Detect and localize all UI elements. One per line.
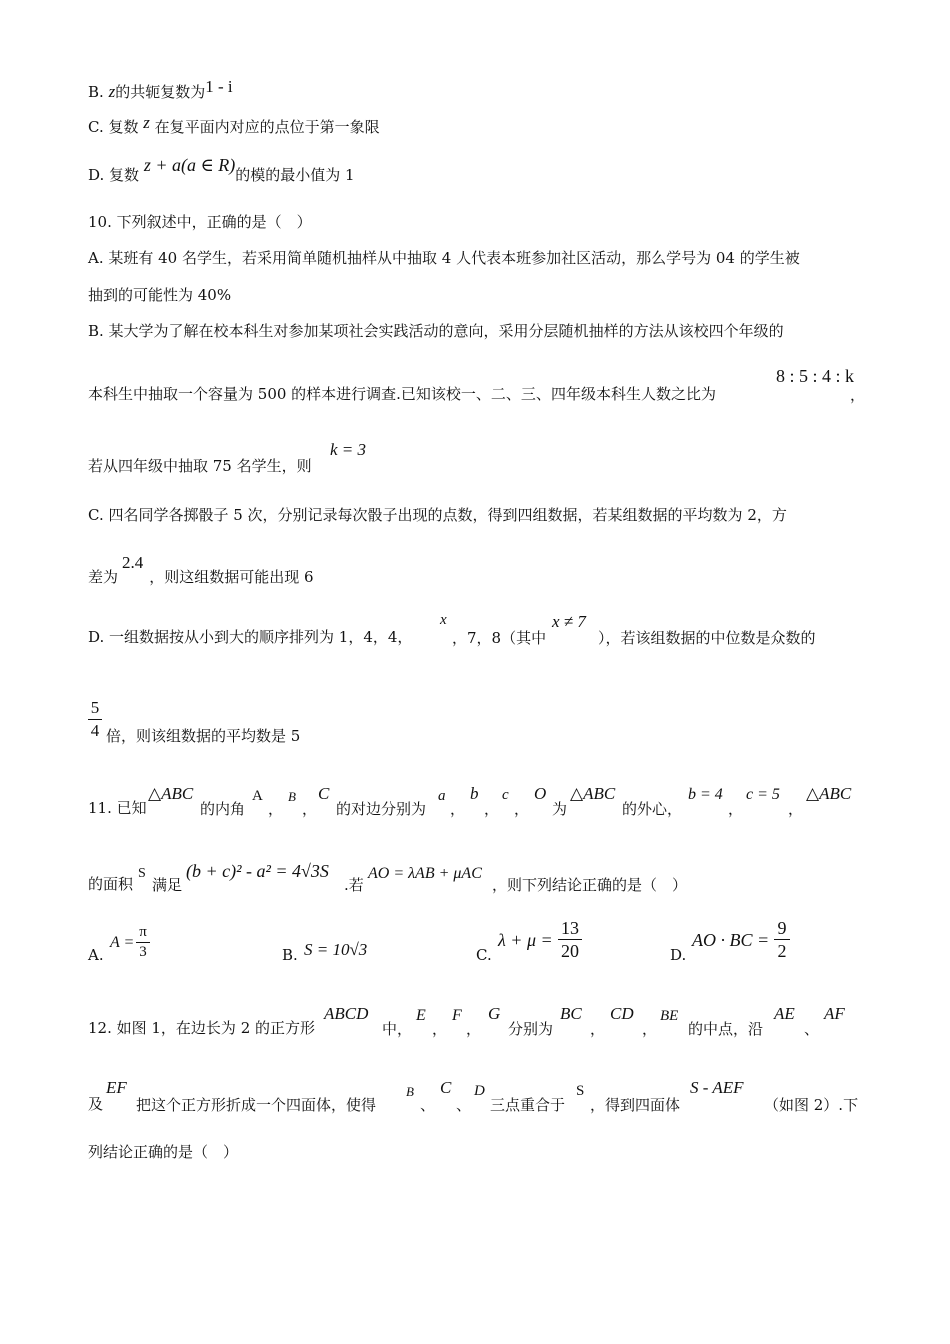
option-label: D. 复数: [88, 166, 140, 184]
fraction-bar: [774, 939, 790, 940]
q12-line3: 列结论正确的是（ ）: [88, 1143, 239, 1161]
q11-option-a-label: A.: [88, 946, 104, 964]
math-expression: z + a(a ∈ R): [143, 155, 236, 175]
fraction-denominator: 4: [90, 721, 100, 740]
math-condition: x ≠ 7: [552, 612, 586, 631]
fraction-numerator: 5: [90, 698, 100, 717]
math-b: b: [470, 784, 479, 803]
q12-text: 的中点，沿: [688, 1020, 764, 1038]
fraction-numerator: 9: [777, 918, 787, 938]
q9-option-d: [88, 155, 355, 185]
punctuation: ，: [514, 800, 530, 818]
math-angle-b: B: [288, 789, 296, 804]
option-label: B.: [88, 83, 104, 101]
option-text: D. 一组数据按从小到大的顺序排列为 1，4，4，: [88, 628, 413, 646]
punctuation: ，: [590, 1020, 606, 1038]
q11-text: 的对边分别为: [336, 800, 427, 818]
math-c-lhs: λ + μ =: [498, 930, 553, 950]
option-text: ），若该组数据的中位数是众数的: [598, 629, 816, 647]
math-z: z: [143, 113, 150, 132]
q12-stem-start: 12. 如图 1，在边长为 2 的正方形: [88, 1019, 316, 1037]
punctuation: ，: [466, 1020, 482, 1038]
punctuation: ，: [484, 800, 500, 818]
q11-text: 满足: [152, 876, 183, 894]
option-text: 的共轭复数为: [115, 83, 206, 101]
q10-option-c-line1: C. 四名同学各掷骰子 5 次，分别记录每次骰子出现的点数，得到四组数据，若某组数据的平均数为 2，方: [88, 506, 787, 524]
punctuation: ，: [788, 800, 804, 818]
q12-text: 中，: [382, 1020, 413, 1038]
q11-option-d-label: D.: [670, 946, 687, 964]
q10-option-d-line1: [88, 627, 412, 647]
q11-text: 的面积: [88, 875, 134, 893]
fraction-denominator: 2: [777, 941, 787, 961]
math-c: c: [502, 787, 509, 803]
math-a: a: [438, 788, 446, 804]
math-af: AF: [824, 1004, 845, 1023]
math-conjugate: 1 - i: [205, 77, 233, 96]
punctuation: 、: [456, 1096, 472, 1114]
math-o: O: [534, 784, 547, 803]
math-be: BE: [660, 1008, 679, 1024]
fraction-denominator: 20: [561, 941, 579, 961]
math-ratio: 8 : 5 : 4 : k: [776, 366, 855, 386]
fraction-denominator: 3: [139, 944, 147, 960]
option-label: C. 复数: [88, 118, 139, 136]
math-cd: CD: [610, 1004, 634, 1023]
math-area-condition: (b + c)² - a² = 4√3S: [186, 861, 329, 881]
punctuation: ，: [450, 800, 466, 818]
math-triangle: △ABC: [148, 784, 194, 803]
q11-text: ，则下列结论正确的是（ ）: [492, 876, 688, 894]
q10-option-a-line1: A. 某班有 40 名学生，若采用简单随机抽样从中抽取 4 人代表本班参加社区活动，那么学号为 04 的学生被: [88, 249, 800, 267]
option-text: 本科生中抽取一个容量为 500 的样本进行调查.已知该校一、二、三、四年级本科生人数之比为: [88, 385, 716, 403]
q9-option-c: [88, 113, 380, 137]
q10-stem: 10. 下列叙述中，正确的是（ ）: [88, 213, 312, 231]
option-text: ，7，8（其中: [452, 629, 547, 647]
punctuation: ，: [642, 1020, 658, 1038]
q11-text: .若: [344, 876, 364, 894]
q10-option-b-line3: 若从四年级中抽取 75 名学生，则: [88, 457, 312, 475]
math-square: ABCD: [324, 1004, 369, 1023]
punctuation: 、: [804, 1020, 820, 1038]
q12-text: 分别为: [508, 1020, 554, 1038]
q12-text: 三点重合于: [490, 1096, 566, 1114]
math-s: S: [138, 866, 146, 881]
punctuation: ，: [432, 1020, 448, 1038]
punctuation: ，: [268, 800, 284, 818]
math-s: S: [576, 1083, 585, 1099]
q12-text: 及: [88, 1095, 104, 1113]
math-b: B: [406, 1084, 414, 1099]
punctuation: ，: [302, 800, 318, 818]
math-e: E: [416, 1007, 426, 1024]
math-a-lhs: A =: [110, 934, 135, 951]
math-c-value: c = 5: [746, 786, 780, 803]
q10-option-a-line2: 抽到的可能性为 40%: [88, 286, 232, 304]
q12-text: 把这个正方形折成一个四面体，使得: [136, 1096, 377, 1114]
fraction-numerator: 13: [561, 918, 579, 938]
math-d: D: [474, 1083, 485, 1099]
math-s-value: S = 10√3: [304, 940, 368, 959]
q10-option-d-line2: 倍，则该组数据的平均数是 5: [106, 727, 301, 745]
math-fraction-9-2: [774, 918, 790, 961]
q11-option-b-label: B.: [282, 946, 298, 964]
math-f: F: [452, 1007, 462, 1024]
fraction-numerator: π: [139, 924, 147, 940]
math-g: G: [488, 1004, 501, 1023]
q11-option-c-label: C.: [476, 946, 492, 964]
fraction-bar: [136, 942, 150, 943]
math-angle-c: C: [318, 784, 330, 803]
math-bc: BC: [560, 1004, 582, 1023]
q11-stem-start: 11. 已知: [88, 799, 147, 817]
math-fraction-5-4: [88, 698, 102, 741]
math-ae: AE: [774, 1004, 795, 1023]
math-z: z: [108, 82, 116, 101]
option-text: 在复平面内对应的点位于第一象限: [154, 118, 380, 136]
q12-text: ，得到四面体: [590, 1096, 681, 1114]
q10-option-b-line1: B. 某大学为了解在校本科生对参加某项社会实践活动的意向，采用分层随机抽样的方法从该校四个年级的: [88, 322, 784, 340]
math-b-value: b = 4: [688, 786, 723, 803]
fraction-bar: [88, 719, 102, 720]
fraction-bar: [558, 939, 582, 940]
math-tetrahedron: S - AEF: [690, 1078, 744, 1097]
punctuation: ，: [728, 800, 744, 818]
math-triangle: △ABC: [570, 784, 616, 803]
math-ef: EF: [106, 1078, 127, 1097]
math-x: x: [440, 612, 447, 628]
q10-option-b-line2: [88, 384, 716, 404]
punctuation: 、: [420, 1096, 436, 1114]
punctuation: ，: [850, 386, 866, 404]
q10-option-c-line2: [88, 553, 314, 587]
option-text: 的模的最小值为 1: [235, 166, 355, 184]
math-variance: 2.4: [122, 553, 144, 572]
q11-text: 为: [552, 800, 568, 818]
math-fraction-pi-3: [136, 924, 150, 961]
option-text: 差为: [88, 568, 119, 586]
math-angle-a: A: [252, 788, 263, 804]
q9-option-b: [88, 77, 233, 102]
q11-text: 的外心，: [622, 800, 683, 818]
math-k: k = 3: [330, 440, 367, 459]
math-d-lhs: AO · BC =: [692, 930, 770, 950]
q12-text: （如图 2）.下: [764, 1096, 859, 1114]
option-text: ，则这组数据可能出现 6: [149, 568, 314, 586]
q11-text: 的内角: [200, 800, 246, 818]
math-vector-equation: AO = λAB + μAC: [368, 865, 482, 882]
math-fraction-13-20: [558, 918, 582, 961]
math-c: C: [440, 1078, 452, 1097]
math-triangle: △ABC: [806, 784, 852, 803]
